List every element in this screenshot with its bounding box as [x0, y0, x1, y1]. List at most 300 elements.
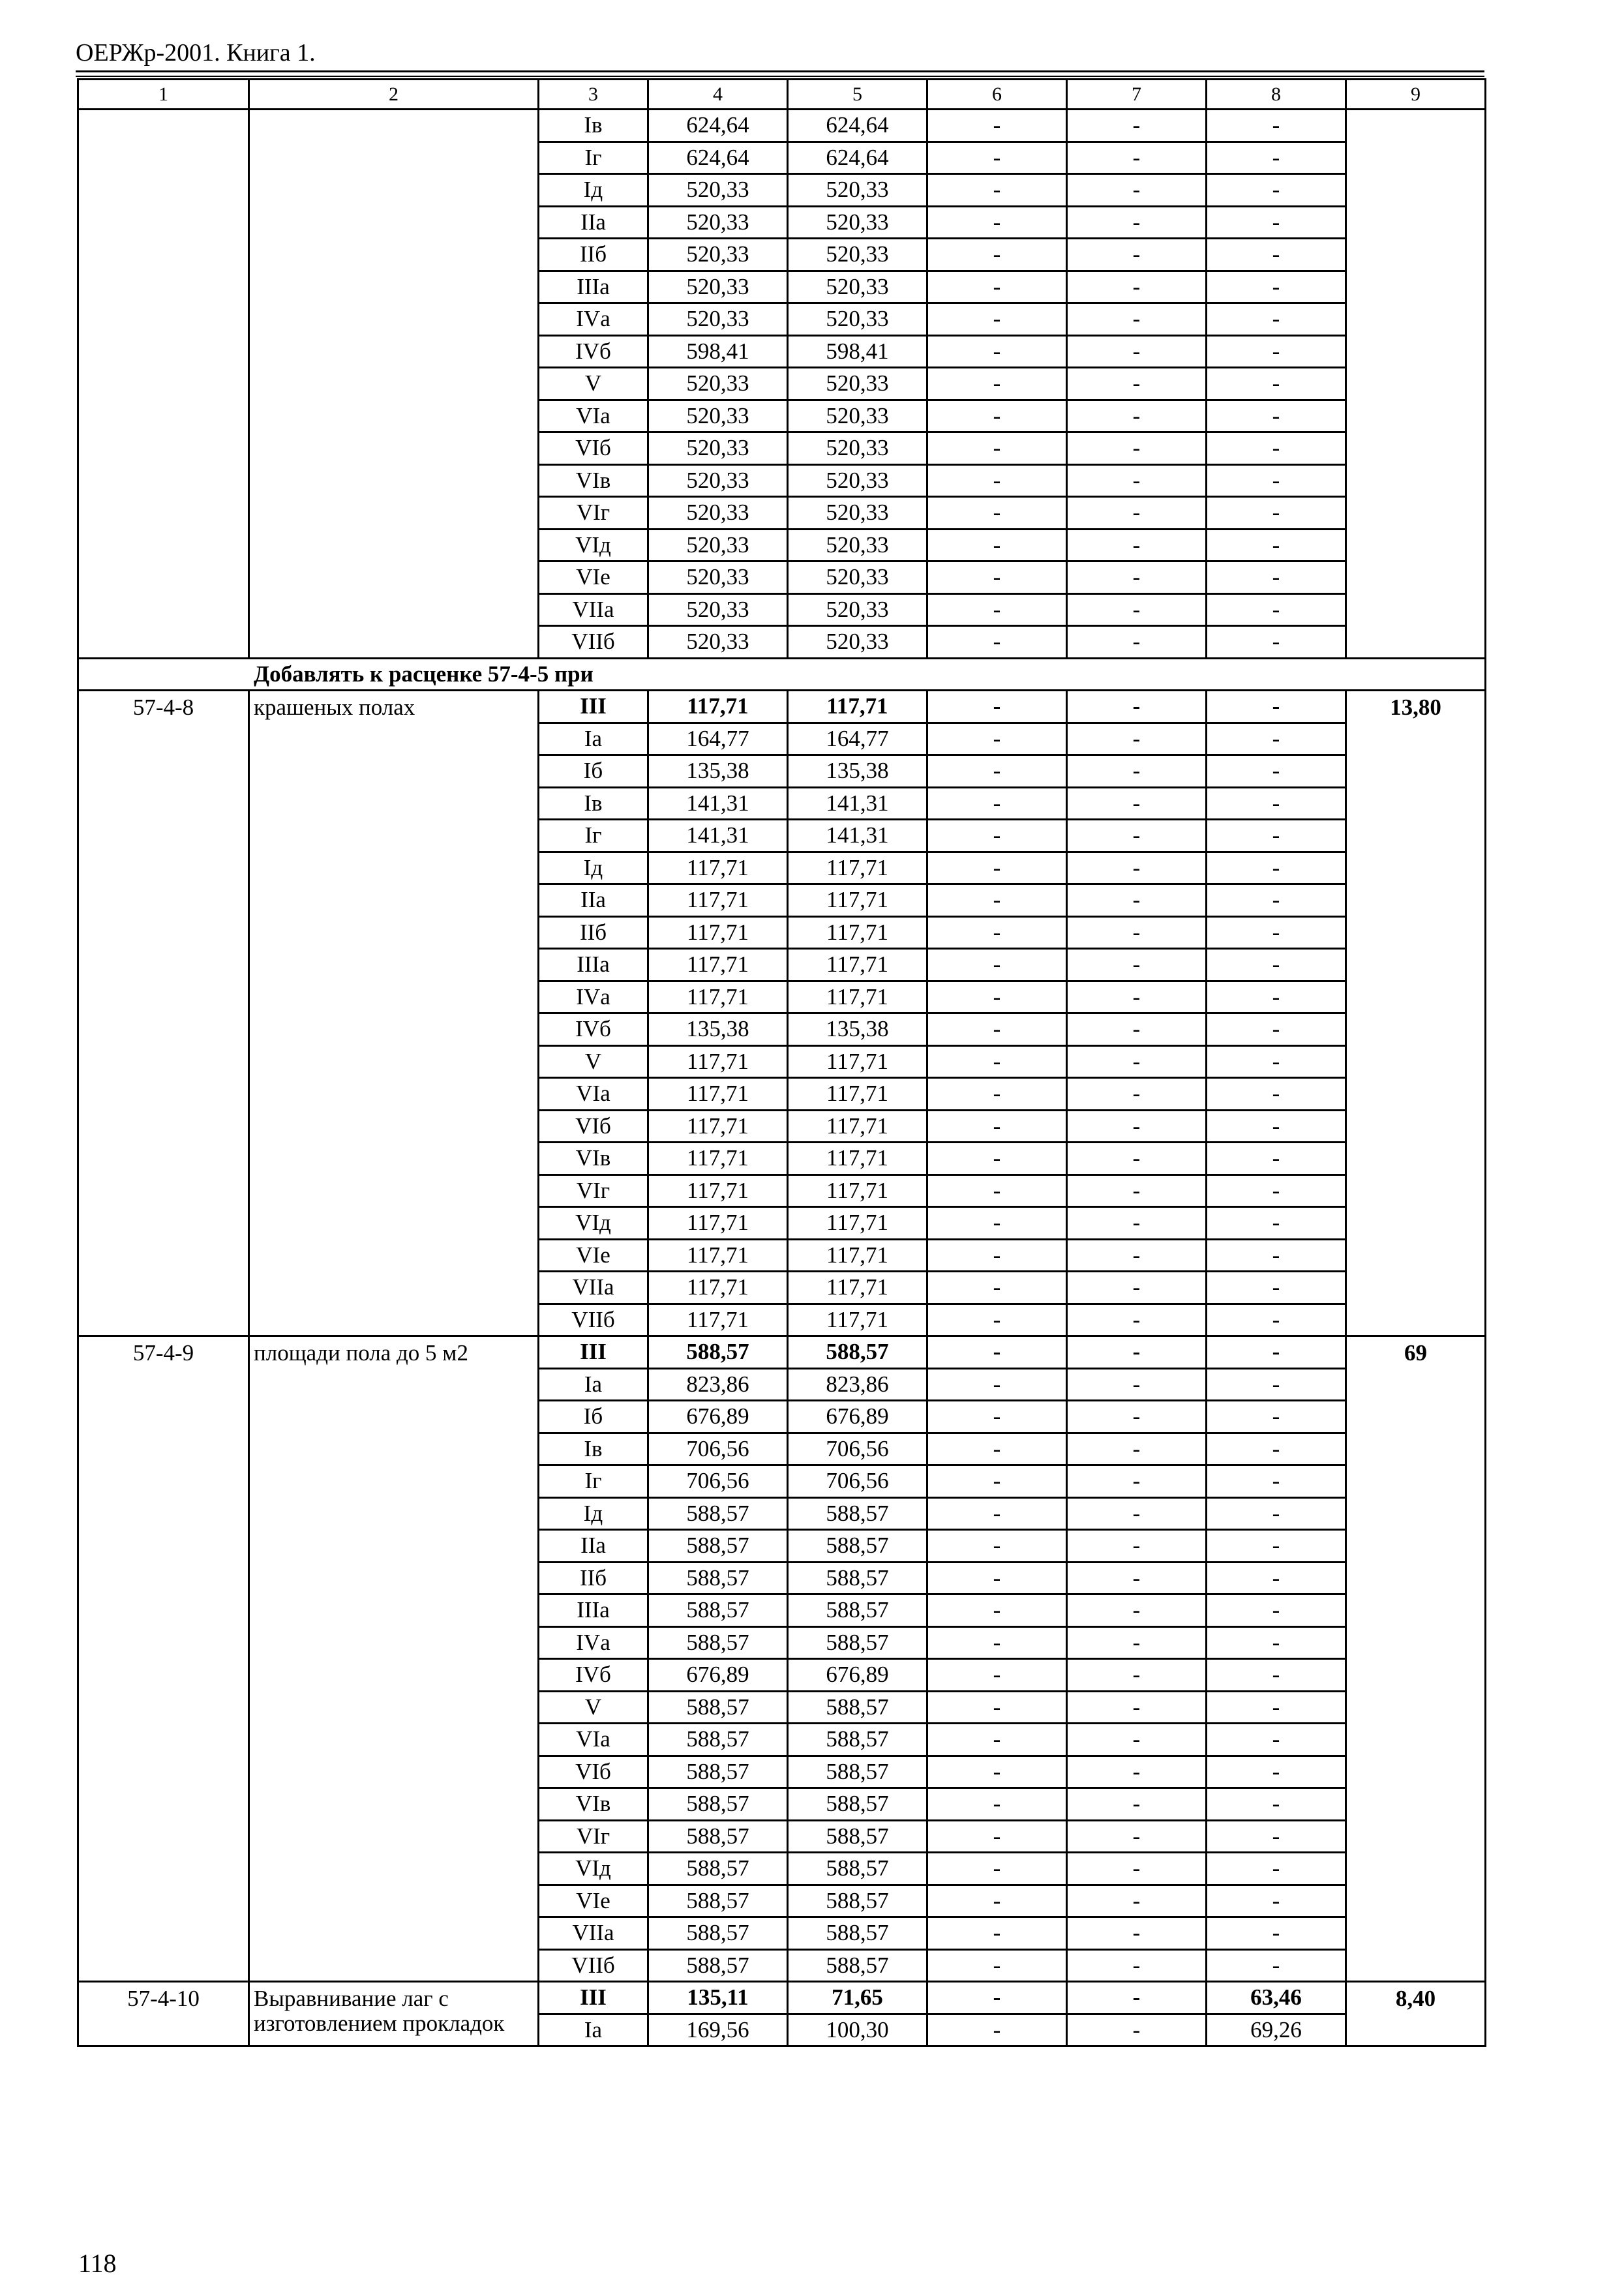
value-cell: VIд	[539, 529, 648, 561]
value-cell: 520,33	[648, 206, 788, 239]
value-cell: VIIб	[539, 626, 648, 659]
column-number-cell: 3	[539, 80, 648, 110]
value-cell: -	[927, 1885, 1067, 1917]
value-cell: IIIа	[539, 1594, 648, 1627]
value-cell: 520,33	[648, 303, 788, 336]
value-cell: -	[927, 1272, 1067, 1304]
value-cell: 520,33	[648, 529, 788, 561]
value-cell: 588,57	[648, 1949, 788, 1982]
value-cell: -	[927, 1982, 1067, 2014]
value-cell: -	[927, 464, 1067, 497]
value-cell: -	[1207, 1110, 1346, 1143]
value-cell: -	[1207, 335, 1346, 368]
value-cell: 117,71	[788, 949, 927, 981]
value-cell: -	[1067, 1982, 1207, 2014]
value-cell: -	[1207, 1078, 1346, 1111]
value-cell: Iа	[539, 2014, 648, 2046]
value-cell: Iд	[539, 1497, 648, 1530]
value-cell: -	[1207, 1497, 1346, 1530]
value-cell: 520,33	[648, 497, 788, 530]
value-cell: 823,86	[788, 1368, 927, 1401]
value-cell: VIа	[539, 1078, 648, 1111]
value-cell: 588,57	[788, 1336, 927, 1369]
value-cell: Iд	[539, 174, 648, 207]
value-cell: VIIа	[539, 1917, 648, 1950]
value-cell: 520,33	[648, 368, 788, 400]
value-cell: -	[1207, 884, 1346, 917]
value-cell: 588,57	[788, 1917, 927, 1950]
value-cell: -	[927, 1013, 1067, 1046]
value-cell: -	[1067, 1272, 1207, 1304]
value-cell: VIе	[539, 561, 648, 594]
value-cell: IIб	[539, 239, 648, 271]
value-cell: -	[1067, 1594, 1207, 1627]
value-cell: -	[927, 981, 1067, 1013]
column-number-cell: 9	[1346, 80, 1486, 110]
value-cell: -	[927, 1659, 1067, 1692]
value-cell: -	[927, 1530, 1067, 1563]
header-rule-thin	[76, 76, 1484, 77]
value-cell: 117,71	[788, 1304, 927, 1336]
value-cell: -	[927, 1368, 1067, 1401]
value-cell: -	[1067, 1433, 1207, 1465]
value-cell: -	[927, 1949, 1067, 1982]
value-cell: 676,89	[788, 1401, 927, 1433]
value-cell: -	[1067, 1820, 1207, 1853]
value-cell: -	[927, 1336, 1067, 1369]
value-cell: 520,33	[788, 206, 927, 239]
value-cell: 117,71	[648, 1110, 788, 1143]
value-cell: 117,71	[648, 1207, 788, 1240]
value-cell: 135,38	[648, 755, 788, 788]
value-cell: 520,33	[648, 464, 788, 497]
value-cell: -	[1207, 400, 1346, 432]
value-cell: 135,38	[788, 755, 927, 788]
value-cell: 520,33	[788, 529, 927, 561]
value-cell: 598,41	[788, 335, 927, 368]
value-cell: -	[1207, 561, 1346, 594]
value-cell: -	[927, 400, 1067, 432]
value-cell: -	[927, 916, 1067, 949]
value-cell: 520,33	[788, 432, 927, 465]
value-cell: 520,33	[788, 497, 927, 530]
value-cell: 588,57	[788, 1949, 927, 1982]
value-cell: -	[1067, 1336, 1207, 1369]
rates-table-body	[78, 80, 1486, 2046]
value-cell: IVа	[539, 303, 648, 336]
value-cell: -	[1207, 1304, 1346, 1336]
value-cell: -	[1067, 110, 1207, 142]
value-cell: -	[1207, 1853, 1346, 1885]
value-cell: VIIб	[539, 1949, 648, 1982]
value-cell: Iа	[539, 723, 648, 755]
value-cell: 706,56	[648, 1433, 788, 1465]
value-cell: -	[1067, 2014, 1207, 2046]
value-cell: -	[1207, 529, 1346, 561]
value-cell: -	[1067, 820, 1207, 852]
value-cell: 588,57	[648, 1756, 788, 1788]
value-cell: -	[927, 1626, 1067, 1659]
table-row	[78, 1336, 1486, 1369]
value-cell: -	[1207, 1626, 1346, 1659]
value-cell: -	[927, 1401, 1067, 1433]
value-cell: -	[927, 820, 1067, 852]
value-cell: 823,86	[648, 1368, 788, 1401]
value-cell: 71,65	[788, 1982, 927, 2014]
value-cell: -	[1067, 303, 1207, 336]
value-cell: -	[927, 1304, 1067, 1336]
value-cell: 117,71	[648, 1239, 788, 1272]
value-cell: -	[1067, 1853, 1207, 1885]
value-cell: 588,57	[648, 1820, 788, 1853]
value-cell: -	[927, 529, 1067, 561]
value-cell: 588,57	[788, 1530, 927, 1563]
value-cell: VIг	[539, 1174, 648, 1207]
value-cell: 588,57	[788, 1626, 927, 1659]
value-cell: Iд	[539, 852, 648, 884]
value-cell: -	[927, 1691, 1067, 1724]
value-cell: IIа	[539, 206, 648, 239]
value-cell: Iв	[539, 787, 648, 820]
value-cell: VIв	[539, 1788, 648, 1821]
value-cell: 117,71	[788, 1078, 927, 1111]
value-cell: -	[927, 1110, 1067, 1143]
table-row	[78, 1982, 1486, 2014]
value-cell: 117,71	[648, 1304, 788, 1336]
value-cell: V	[539, 368, 648, 400]
value-cell: 520,33	[788, 561, 927, 594]
value-cell: -	[1207, 593, 1346, 626]
value-cell: V	[539, 1045, 648, 1078]
value-cell: -	[927, 1917, 1067, 1950]
value-cell: -	[1067, 1239, 1207, 1272]
value-cell: -	[927, 1853, 1067, 1885]
value-cell: -	[1067, 142, 1207, 174]
value-cell: -	[1207, 1756, 1346, 1788]
value-cell: -	[1067, 691, 1207, 723]
value-cell: 588,57	[648, 1336, 788, 1369]
value-cell: 624,64	[648, 142, 788, 174]
value-cell: 117,71	[648, 1078, 788, 1111]
section-title: Добавлять к расценке 57-4-5 при	[78, 658, 1486, 691]
value-cell: Iв	[539, 110, 648, 142]
value-cell: -	[1067, 626, 1207, 659]
value-cell: -	[927, 142, 1067, 174]
value-cell: -	[1067, 1368, 1207, 1401]
value-cell: 141,31	[788, 820, 927, 852]
value-cell: 117,71	[788, 1110, 927, 1143]
value-cell: -	[1207, 755, 1346, 788]
value-cell: -	[927, 110, 1067, 142]
section-title-row	[78, 658, 1486, 691]
value-cell: -	[1207, 949, 1346, 981]
value-cell: 141,31	[788, 787, 927, 820]
page-number: 118	[78, 2249, 117, 2278]
value-cell: VIв	[539, 1143, 648, 1175]
value-cell: -	[1207, 497, 1346, 530]
value-cell: -	[927, 303, 1067, 336]
value-cell: 588,57	[648, 1853, 788, 1885]
value-cell: -	[927, 1497, 1067, 1530]
rates-table	[77, 78, 1486, 2047]
value-cell: -	[1067, 949, 1207, 981]
value-cell: -	[1067, 464, 1207, 497]
value-cell: -	[1067, 1917, 1207, 1950]
column-number-cell: 5	[788, 80, 927, 110]
value-cell: 624,64	[788, 142, 927, 174]
value-cell: V	[539, 1691, 648, 1724]
value-cell: 706,56	[788, 1433, 927, 1465]
value-cell: 117,71	[648, 852, 788, 884]
value-cell: -	[1067, 1691, 1207, 1724]
value-cell: -	[1067, 1626, 1207, 1659]
value-cell: -	[1067, 239, 1207, 271]
value-cell: -	[927, 755, 1067, 788]
header-rule-thick	[76, 70, 1484, 72]
value-cell: 135,11	[648, 1982, 788, 2014]
value-cell: -	[1207, 1013, 1346, 1046]
value-cell: -	[1207, 820, 1346, 852]
value-cell: Iг	[539, 142, 648, 174]
value-cell: -	[1067, 916, 1207, 949]
value-cell: -	[1207, 303, 1346, 336]
value-cell: -	[1207, 626, 1346, 659]
value-cell: -	[1067, 755, 1207, 788]
value-cell: -	[1207, 142, 1346, 174]
value-cell: -	[927, 949, 1067, 981]
value-cell: -	[1067, 561, 1207, 594]
value-cell: -	[1207, 1368, 1346, 1401]
value-cell: 520,33	[788, 239, 927, 271]
value-cell: III	[539, 1336, 648, 1369]
value-cell: VIб	[539, 432, 648, 465]
value-cell: 520,33	[788, 303, 927, 336]
value-cell: -	[927, 787, 1067, 820]
value-cell: -	[927, 1143, 1067, 1175]
name-cell: Выравнивание лаг с изготовлением прокладок	[249, 1982, 539, 2046]
value-cell: VIв	[539, 464, 648, 497]
code-cell: 57-4-10	[78, 1982, 249, 2046]
value-cell: 520,33	[648, 626, 788, 659]
value-cell: IVб	[539, 1013, 648, 1046]
code-cell: 57-4-9	[78, 1336, 249, 1982]
value-cell: -	[927, 1239, 1067, 1272]
value-cell: Iа	[539, 1368, 648, 1401]
value-cell: VIе	[539, 1239, 648, 1272]
value-cell: -	[1067, 852, 1207, 884]
value-cell: -	[1207, 271, 1346, 303]
value-cell: 624,64	[648, 110, 788, 142]
value-cell: -	[1067, 884, 1207, 917]
code-cell	[78, 110, 249, 659]
value-cell: -	[1207, 1336, 1346, 1369]
value-cell: 169,56	[648, 2014, 788, 2046]
value-cell: -	[927, 335, 1067, 368]
value-cell: Iг	[539, 1465, 648, 1498]
value-cell: 588,57	[648, 1530, 788, 1563]
value-cell: 706,56	[788, 1465, 927, 1498]
table-row	[78, 691, 1486, 723]
value-cell: 117,71	[788, 852, 927, 884]
value-cell: 588,57	[788, 1691, 927, 1724]
value-cell: 520,33	[648, 239, 788, 271]
col9-cell: 8,40	[1346, 1982, 1486, 2046]
value-cell: -	[927, 239, 1067, 271]
value-cell: VIд	[539, 1853, 648, 1885]
page-header-title: ОЕРЖр-2001. Книга 1.	[76, 39, 316, 67]
value-cell: 117,71	[648, 1272, 788, 1304]
value-cell: IIа	[539, 1530, 648, 1563]
value-cell: -	[1207, 1433, 1346, 1465]
value-cell: 588,57	[788, 1724, 927, 1756]
value-cell: 117,71	[648, 949, 788, 981]
value-cell: 141,31	[648, 820, 788, 852]
value-cell: 117,71	[648, 691, 788, 723]
value-cell: -	[1067, 981, 1207, 1013]
value-cell: -	[1067, 1013, 1207, 1046]
value-cell: -	[1207, 1239, 1346, 1272]
value-cell: 164,77	[648, 723, 788, 755]
value-cell: 520,33	[788, 464, 927, 497]
column-number-cell: 6	[927, 80, 1067, 110]
value-cell: 588,57	[648, 1917, 788, 1950]
value-cell: 588,57	[788, 1497, 927, 1530]
value-cell: -	[1067, 1304, 1207, 1336]
value-cell: -	[927, 174, 1067, 207]
value-cell: -	[1067, 206, 1207, 239]
value-cell: VIб	[539, 1110, 648, 1143]
value-cell: -	[1207, 1788, 1346, 1821]
value-cell: -	[1067, 1562, 1207, 1594]
value-cell: VIIа	[539, 593, 648, 626]
value-cell: VIг	[539, 1820, 648, 1853]
value-cell: -	[1207, 1045, 1346, 1078]
value-cell: IIб	[539, 1562, 648, 1594]
value-cell: 117,71	[788, 981, 927, 1013]
value-cell: -	[927, 1788, 1067, 1821]
value-cell: -	[927, 271, 1067, 303]
value-cell: 141,31	[648, 787, 788, 820]
value-cell: 588,57	[788, 1885, 927, 1917]
value-cell: -	[1067, 497, 1207, 530]
value-cell: IIа	[539, 884, 648, 917]
value-cell: IIб	[539, 916, 648, 949]
value-cell: IIIа	[539, 949, 648, 981]
value-cell: VIд	[539, 1207, 648, 1240]
value-cell: -	[1207, 206, 1346, 239]
value-cell: -	[927, 626, 1067, 659]
value-cell: 117,71	[788, 1143, 927, 1175]
col9-cell: 69	[1346, 1336, 1486, 1982]
value-cell: -	[1207, 1530, 1346, 1563]
value-cell: Iб	[539, 1401, 648, 1433]
value-cell: -	[927, 1433, 1067, 1465]
value-cell: -	[1067, 1659, 1207, 1692]
value-cell: -	[927, 723, 1067, 755]
name-cell	[249, 110, 539, 659]
value-cell: -	[927, 1465, 1067, 1498]
value-cell: IVб	[539, 335, 648, 368]
value-cell: -	[1067, 174, 1207, 207]
value-cell: 588,57	[648, 1691, 788, 1724]
value-cell: 676,89	[648, 1401, 788, 1433]
value-cell: -	[1067, 1788, 1207, 1821]
value-cell: IVб	[539, 1659, 648, 1692]
value-cell: 520,33	[648, 400, 788, 432]
value-cell: -	[927, 432, 1067, 465]
value-cell: -	[1067, 1110, 1207, 1143]
value-cell: 676,89	[648, 1659, 788, 1692]
value-cell: 598,41	[648, 335, 788, 368]
value-cell: -	[1207, 1949, 1346, 1982]
value-cell: 520,33	[648, 432, 788, 465]
value-cell: -	[1067, 400, 1207, 432]
value-cell: -	[1067, 1045, 1207, 1078]
value-cell: -	[1207, 432, 1346, 465]
value-cell: -	[1207, 110, 1346, 142]
value-cell: -	[1067, 723, 1207, 755]
value-cell: -	[1067, 1530, 1207, 1563]
value-cell: -	[1067, 1885, 1207, 1917]
value-cell: 520,33	[788, 400, 927, 432]
value-cell: 520,33	[788, 174, 927, 207]
value-cell: -	[927, 691, 1067, 723]
value-cell: -	[1067, 335, 1207, 368]
value-cell: -	[1207, 174, 1346, 207]
value-cell: -	[927, 1724, 1067, 1756]
value-cell: -	[1207, 1724, 1346, 1756]
value-cell: -	[1067, 271, 1207, 303]
value-cell: -	[1207, 852, 1346, 884]
value-cell: 69,26	[1207, 2014, 1346, 2046]
table-row	[78, 110, 1486, 142]
value-cell: VIа	[539, 400, 648, 432]
value-cell: 588,57	[648, 1724, 788, 1756]
value-cell: 588,57	[788, 1853, 927, 1885]
column-number-cell: 7	[1067, 80, 1207, 110]
value-cell: -	[1207, 464, 1346, 497]
value-cell: III	[539, 1982, 648, 2014]
value-cell: VIе	[539, 1885, 648, 1917]
value-cell: -	[1067, 529, 1207, 561]
value-cell: 117,71	[648, 1143, 788, 1175]
value-cell: 624,64	[788, 110, 927, 142]
value-cell: VIг	[539, 497, 648, 530]
value-cell: 520,33	[788, 368, 927, 400]
value-cell: 135,38	[648, 1013, 788, 1046]
value-cell: -	[927, 884, 1067, 917]
value-cell: 117,71	[788, 1174, 927, 1207]
value-cell: -	[1067, 787, 1207, 820]
value-cell: -	[1207, 1691, 1346, 1724]
column-number-row	[78, 80, 1486, 110]
column-number-cell: 8	[1207, 80, 1346, 110]
value-cell: 135,38	[788, 1013, 927, 1046]
value-cell: -	[1207, 1143, 1346, 1175]
value-cell: 63,46	[1207, 1982, 1346, 2014]
value-cell: -	[1067, 593, 1207, 626]
value-cell: -	[1067, 432, 1207, 465]
value-cell: -	[927, 1756, 1067, 1788]
value-cell: -	[1207, 1917, 1346, 1950]
value-cell: -	[927, 1078, 1067, 1111]
value-cell: -	[927, 1594, 1067, 1627]
value-cell: 588,57	[788, 1594, 927, 1627]
value-cell: 588,57	[648, 1497, 788, 1530]
value-cell: 117,71	[788, 1239, 927, 1272]
value-cell: -	[1207, 1885, 1346, 1917]
value-cell: 117,71	[788, 1272, 927, 1304]
